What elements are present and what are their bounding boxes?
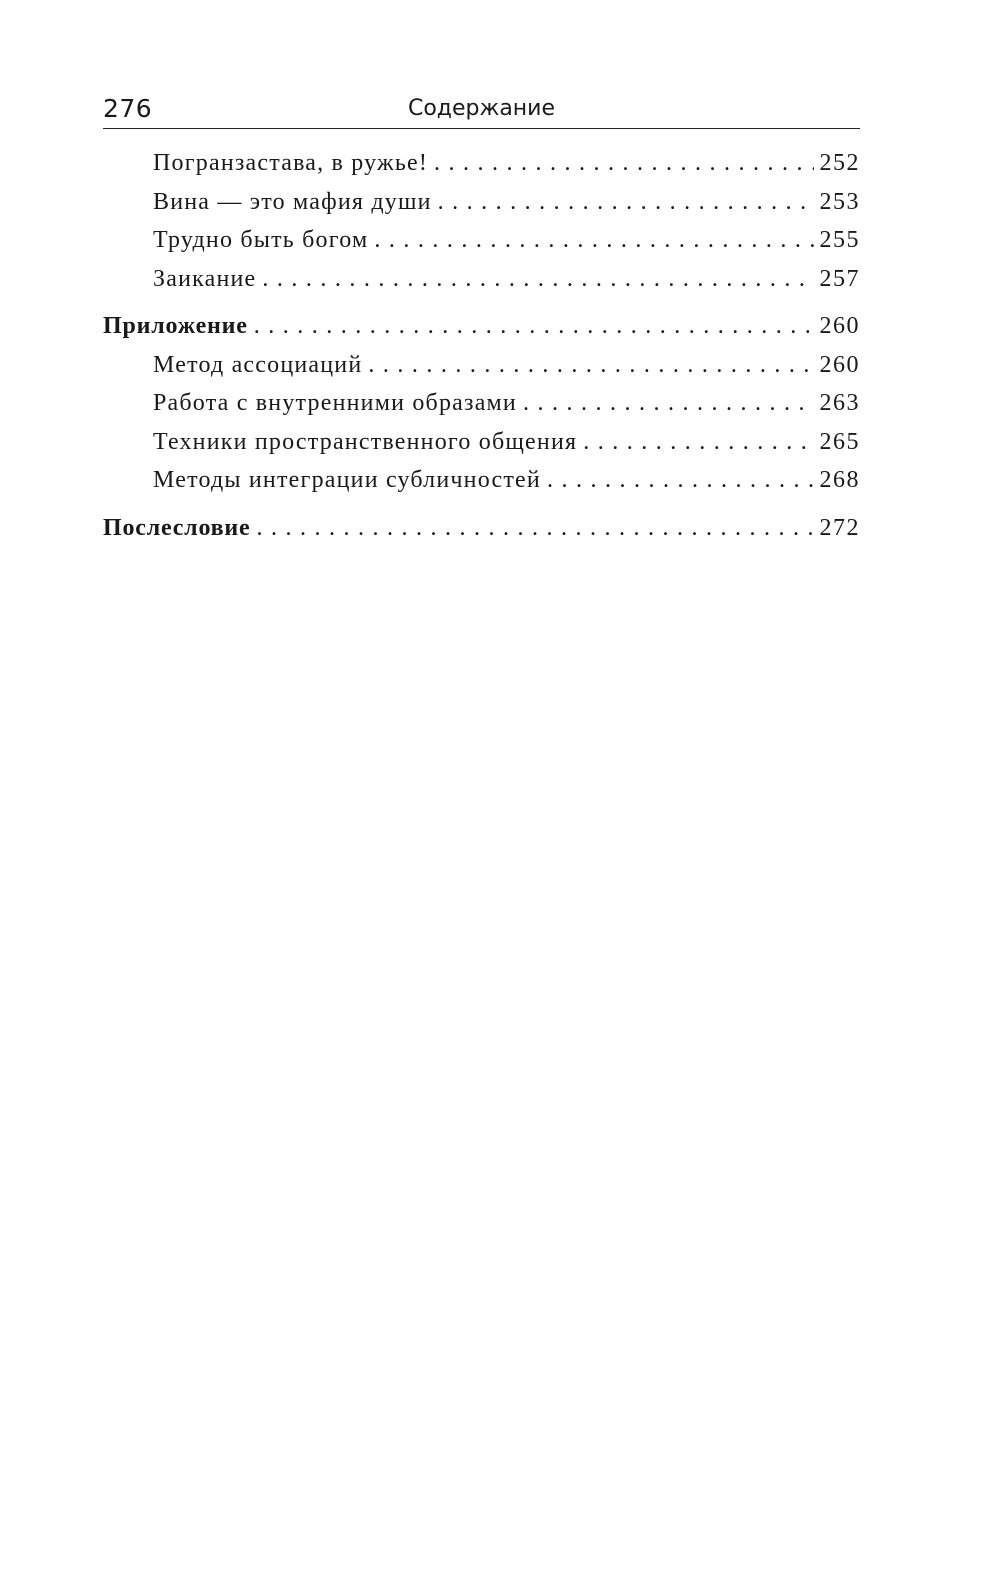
- toc-entry-title: Заикание: [153, 265, 257, 292]
- toc-entry-page: 263: [819, 390, 860, 416]
- page-number: 276: [103, 94, 153, 123]
- dot-leader: [262, 266, 813, 293]
- toc-entry: [103, 467, 860, 506]
- toc-entry-page: 252: [819, 150, 860, 176]
- dot-leader: [547, 467, 814, 494]
- toc-entry: [103, 429, 860, 468]
- dot-leader: [523, 390, 814, 417]
- toc-entry: [103, 352, 860, 391]
- toc-entry-title: Работа с внутренними образами: [153, 390, 517, 416]
- toc-entry: [103, 390, 860, 429]
- toc-entry: [103, 266, 860, 305]
- toc-entry-page: 253: [819, 188, 860, 215]
- toc-entry-page: 265: [819, 428, 860, 455]
- running-title: Содержание: [407, 96, 556, 121]
- toc-entry-title: Вина — это мафия души: [153, 188, 432, 215]
- toc-section: [103, 515, 860, 554]
- dot-leader: [583, 429, 813, 456]
- dot-leader: [257, 515, 814, 542]
- toc-entry-title: Метод ассоциаций: [153, 351, 363, 378]
- toc-entry-title: Техники пространственного общения: [153, 428, 578, 455]
- toc-section: [103, 313, 860, 352]
- toc-entry: [103, 227, 860, 266]
- toc-entry-title: Методы интеграции субличностей: [153, 467, 541, 493]
- page-header: [103, 88, 860, 129]
- toc-entry-page: 268: [819, 467, 860, 493]
- toc-entry: [103, 150, 860, 189]
- toc-section-page: 272: [819, 514, 860, 541]
- toc-entry-page: 257: [819, 265, 860, 292]
- dot-leader: [434, 150, 813, 177]
- table-of-contents: [103, 150, 860, 553]
- toc-entry-page: 255: [819, 227, 860, 253]
- toc-entry-title: Погранзастава, в ружье!: [153, 150, 429, 176]
- dot-leader: [438, 189, 814, 216]
- toc-entry: [103, 189, 860, 228]
- dot-leader: [254, 313, 814, 340]
- toc-section-page: 260: [819, 313, 860, 339]
- toc-section-title: Приложение: [103, 313, 248, 339]
- dot-leader: [368, 352, 813, 379]
- toc-entry-page: 260: [819, 351, 860, 378]
- toc-entry-title: Трудно быть богом: [153, 227, 369, 253]
- dot-leader: [374, 227, 813, 254]
- toc-section-title: Послесловие: [103, 514, 251, 541]
